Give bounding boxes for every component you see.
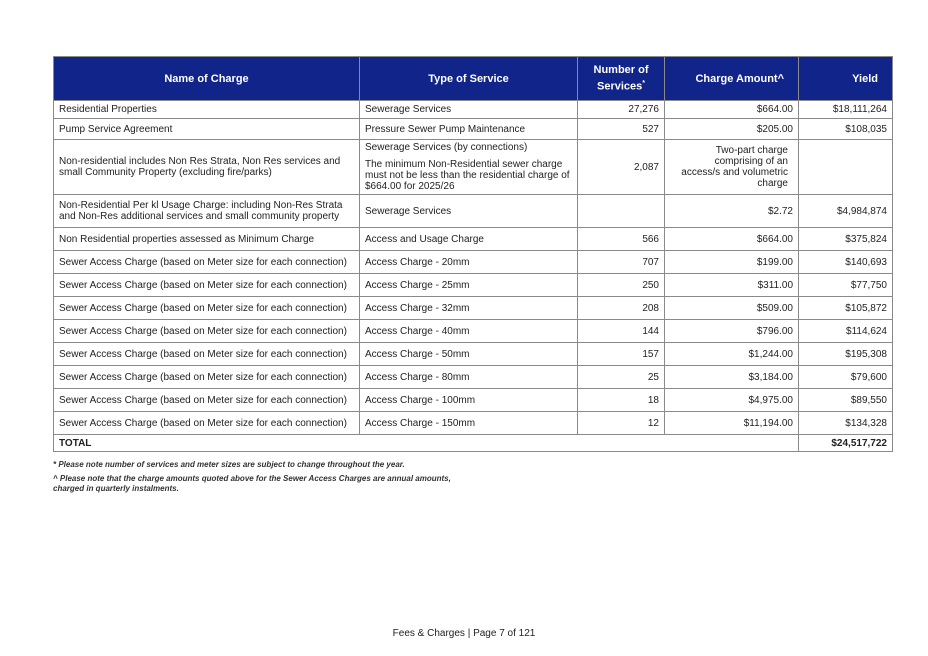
total-yield: $24,517,722 <box>799 435 893 452</box>
cell-type: Sewerage Services <box>360 101 578 119</box>
col-header-name: Name of Charge <box>54 57 360 101</box>
cell-type: Access Charge - 50mm <box>360 343 578 366</box>
cell-count: 144 <box>578 320 665 343</box>
footnote-charges: ^ Please note that the charge amounts quoted above for the Sewer Access Charges are annual amounts, charged in quarterly instalments. <box>53 474 451 493</box>
asterisk-mark: * <box>642 80 645 88</box>
cell-name: Sewer Access Charge (based on Meter size for each connection) <box>54 389 360 412</box>
cell-yield: $79,600 <box>799 366 893 389</box>
cell-name: Sewer Access Charge (based on Meter size for each connection) <box>54 251 360 274</box>
cell-name: Sewer Access Charge (based on Meter size for each connection) <box>54 343 360 366</box>
cell-yield: $77,750 <box>799 274 893 297</box>
cell-name: Sewer Access Charge (based on Meter size for each connection) <box>54 274 360 297</box>
cell-yield: $89,550 <box>799 389 893 412</box>
cell-amount: $664.00 <box>665 101 799 119</box>
table-header-row <box>54 57 893 101</box>
page-footer: Fees & Charges | Page 7 of 121 <box>392 628 536 639</box>
cell-yield: $140,693 <box>799 251 893 274</box>
table-row <box>54 412 893 435</box>
cell-amount: $664.00 <box>665 228 799 251</box>
cell-name: Non Residential properties assessed as Minimum Charge <box>54 228 360 251</box>
cell-name: Non-residential includes Non Res Strata, Non Res services and small Community Property (excluding fire/parks) <box>54 140 360 195</box>
cell-count: 208 <box>578 297 665 320</box>
cell-yield: $4,984,874 <box>799 195 893 228</box>
table-row <box>54 195 893 228</box>
total-row <box>54 435 893 452</box>
cell-amount: $3,184.00 <box>665 366 799 389</box>
cell-name: Sewer Access Charge (based on Meter size for each connection) <box>54 412 360 435</box>
cell-count: 18 <box>578 389 665 412</box>
cell-type: Access Charge - 80mm <box>360 366 578 389</box>
cell-count: 250 <box>578 274 665 297</box>
cell-count: 527 <box>578 119 665 140</box>
cell-type: Access and Usage Charge <box>360 228 578 251</box>
col-header-yield: Yield <box>799 57 893 101</box>
cell-type <box>360 140 578 195</box>
cell-count: 566 <box>578 228 665 251</box>
cell-type: Access Charge - 150mm <box>360 412 578 435</box>
table-row <box>54 343 893 366</box>
cell-yield: $105,872 <box>799 297 893 320</box>
cell-type: Access Charge - 20mm <box>360 251 578 274</box>
cell-type: Access Charge - 25mm <box>360 274 578 297</box>
cell-yield: $375,824 <box>799 228 893 251</box>
table-row <box>54 389 893 412</box>
table-row <box>54 274 893 297</box>
cell-count: 12 <box>578 412 665 435</box>
cell-yield: $18,111,264 <box>799 101 893 119</box>
cell-name: Sewer Access Charge (based on Meter size for each connection) <box>54 297 360 320</box>
footnote-services: * Please note number of services and meter sizes are subject to change throughout the year. <box>53 460 405 469</box>
cell-yield: $108,035 <box>799 119 893 140</box>
col-header-count <box>578 57 665 101</box>
cell-count: 27,276 <box>578 101 665 119</box>
table-row <box>54 140 893 195</box>
cell-type: Access Charge - 32mm <box>360 297 578 320</box>
cell-type-main: Sewerage Services (by connections) <box>365 142 528 153</box>
table-row <box>54 251 893 274</box>
cell-amount: $509.00 <box>665 297 799 320</box>
table-row <box>54 119 893 140</box>
table-row <box>54 297 893 320</box>
cell-count: 707 <box>578 251 665 274</box>
table-row <box>54 320 893 343</box>
cell-type-note: The minimum Non-Residential sewer charge must not be less than the residential charge of $664.00 for 2025/26 <box>365 159 570 192</box>
cell-name: Sewer Access Charge (based on Meter size for each connection) <box>54 366 360 389</box>
col-header-type: Type of Service <box>360 57 578 101</box>
cell-amount: $2.72 <box>665 195 799 228</box>
table-row <box>54 366 893 389</box>
cell-amount: $311.00 <box>665 274 799 297</box>
cell-count: 25 <box>578 366 665 389</box>
col-header-count-line1: Number of <box>593 64 649 77</box>
cell-name: Non-Residential Per kl Usage Charge: including Non-Res Strata and Non-Res additional services and small community property <box>54 195 360 228</box>
table-row <box>54 101 893 119</box>
cell-amount: Two-part charge comprising of an access/s and volumetric charge <box>665 140 799 195</box>
col-header-count-line2: Services <box>597 80 643 93</box>
total-label: TOTAL <box>54 435 799 452</box>
cell-amount: $199.00 <box>665 251 799 274</box>
cell-yield: $134,328 <box>799 412 893 435</box>
cell-yield: $114,624 <box>799 320 893 343</box>
cell-type: Access Charge - 100mm <box>360 389 578 412</box>
cell-yield: $195,308 <box>799 343 893 366</box>
cell-name: Pump Service Agreement <box>54 119 360 140</box>
charges-table <box>53 56 893 452</box>
cell-amount: $1,244.00 <box>665 343 799 366</box>
cell-yield <box>799 140 893 195</box>
cell-count <box>578 195 665 228</box>
cell-count: 157 <box>578 343 665 366</box>
cell-type: Sewerage Services <box>360 195 578 228</box>
cell-type: Access Charge - 40mm <box>360 320 578 343</box>
table-row <box>54 228 893 251</box>
cell-count: 2,087 <box>578 140 665 195</box>
cell-name: Sewer Access Charge (based on Meter size for each connection) <box>54 320 360 343</box>
footnotes <box>53 460 453 498</box>
cell-name: Residential Properties <box>54 101 360 119</box>
col-header-amount: Charge Amount^ <box>665 57 799 101</box>
cell-amount: $4,975.00 <box>665 389 799 412</box>
cell-amount: $205.00 <box>665 119 799 140</box>
cell-type: Pressure Sewer Pump Maintenance <box>360 119 578 140</box>
cell-amount: $11,194.00 <box>665 412 799 435</box>
cell-amount: $796.00 <box>665 320 799 343</box>
